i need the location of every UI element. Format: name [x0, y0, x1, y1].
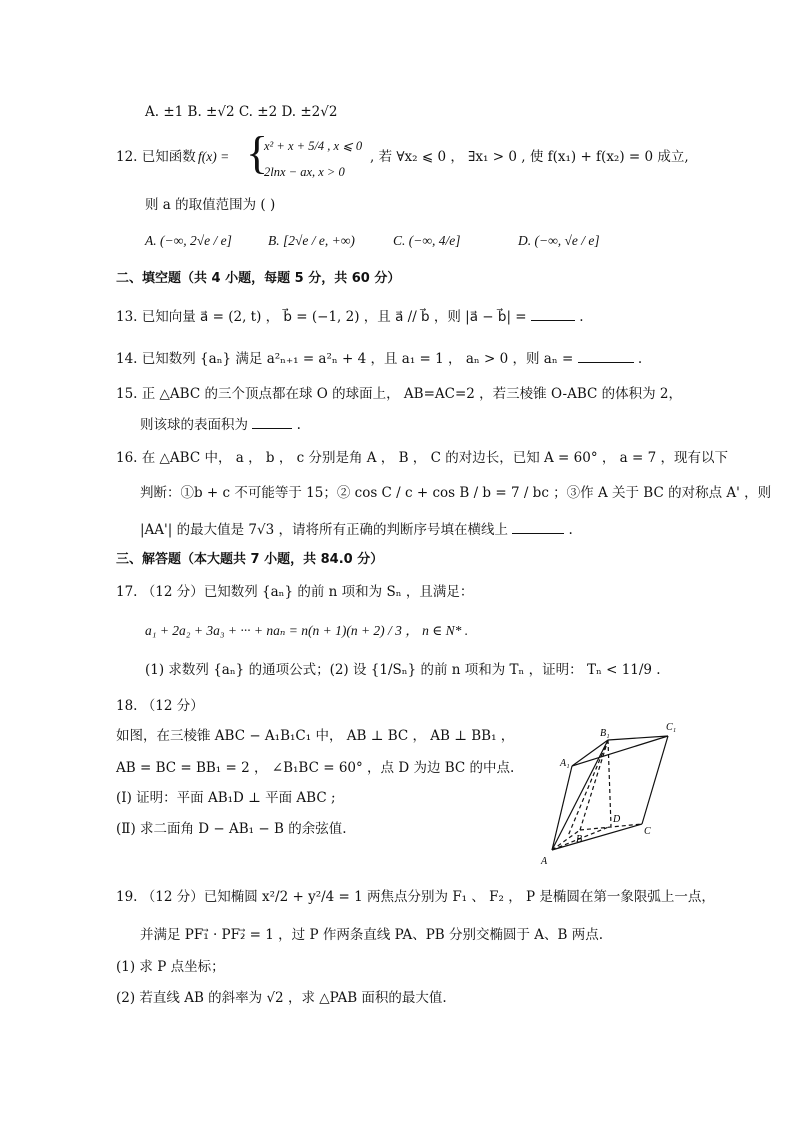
q12-option-c: C. (−∞, 4/e]: [393, 233, 461, 248]
label-c: C: [644, 826, 651, 837]
edge-a1-c1: [572, 736, 668, 766]
label-d: D: [613, 814, 621, 825]
q12-lead: 12. 已知函数: [116, 149, 196, 165]
q16-line3-text: |AA'| 的最大值是 7√3 ，请将所有正确的判断序号填在横线上: [140, 522, 508, 538]
q17-formula: a₁ + 2a₂ + 3a₃ + ··· + naₙ = n(n + 1)(n + 2) / 3 ， n ∈ N* .: [145, 623, 469, 638]
label-b: B: [576, 834, 583, 845]
q12-ask: 则 a 的取值范围为 ( ): [145, 197, 276, 213]
q12-case2: 2lnx − ax, x > 0: [264, 165, 345, 179]
q19-line1: 19. （12 分）已知椭圆 x²/2 + y²/4 = 1 两焦点分别为 F₁ 、 F₂ ， P 是椭圆在第一象限弧上一点，: [116, 889, 715, 905]
q16-answer-blank[interactable]: [512, 519, 564, 534]
edge-c-c1: [642, 736, 668, 824]
q14-text: 14. 已知数列 {aₙ} 满足 a²ₙ₊₁ = a²ₙ + 4 ，且 a₁ = 1 ， aₙ > 0 ，则 aₙ =: [116, 351, 574, 367]
q16-line1: 16. 在 △ABC 中， a ， b ， c 分别是角 A ， B ， C 的对边长，已知 A = 60° ， a = 7 ，现有以下: [116, 450, 728, 466]
q18-heading: 18. （12 分）: [116, 698, 204, 714]
q19-part1: (1) 求 P 点坐标；: [116, 959, 225, 975]
q12-condition: , 若 ∀x₂ ⩽ 0 ， ∃x₁ > 0 , 使 f(x₁) + f(x₂) = 0 成立,: [370, 149, 689, 165]
question-14: 14. 已知数列 {aₙ} 满足 a²ₙ₊₁ = a²ₙ + 4 ，且 a₁ = 1 ， aₙ > 0 ，则 aₙ = .: [116, 348, 642, 368]
section-3-heading: 三、解答题（本大题共 7 小题，共 84.0 分）: [116, 552, 384, 567]
q17-line1: 17. （12 分）已知数列 {aₙ} 的前 n 项和为 Sₙ ，且满足：: [116, 584, 474, 600]
q13-answer-blank[interactable]: [531, 306, 575, 321]
q17-parts: (1) 求数列 {aₙ} 的通项公式；(2) 设 {1/Sₙ} 的前 n 项和为 Tₙ ，证明： Tₙ < 11/9 .: [145, 662, 661, 678]
q15-line1: 15. 正 △ABC 的三个顶点都在球 O 的球面上， AB=AC=2 ，若三棱锥 O-ABC 的体积为 2，: [116, 386, 683, 402]
label-b1: B₁: [600, 728, 610, 739]
q18-part1: (Ⅰ) 证明：平面 AB₁D ⊥ 平面 ABC ;: [116, 790, 336, 806]
q13-text: 13. 已知向量 a⃗ = (2, t) ， b⃗ = (−1, 2) ，且 a⃗ // b⃗ ，则 |a⃗ − b⃗| =: [116, 309, 527, 325]
q12-option-a: A. (−∞, 2√e / e]: [145, 233, 232, 248]
q16-line2: 判断：①b + c 不可能等于 15；② cos C / c + cos B / b = 7 / bc ；③作 A 关于 BC 的对称点 A' ，则: [140, 485, 772, 501]
q12-brace: {: [246, 127, 269, 178]
label-c1: C₁: [666, 722, 677, 733]
q12-case1: x² + x + 5/4 , x ⩽ 0: [264, 139, 363, 153]
question-13: 13. 已知向量 a⃗ = (2, t) ， b⃗ = (−1, 2) ，且 a⃗ // b⃗ ，则 |a⃗ − b⃗| = .: [116, 306, 584, 326]
q18-line2: AB = BC = BB₁ = 2 ， ∠B₁BC = 60° ，点 D 为边 BC 的中点.: [116, 760, 515, 776]
label-a1: A₁: [560, 758, 570, 769]
q19-line2: 并满足 PF₁⃗ · PF₂⃗ = 1 ，过 P 作两条直线 PA、PB 分别交椭圆于 A、B 两点.: [140, 927, 604, 943]
q19-part2: (2) 若直线 AB 的斜率为 √2 ，求 △PAB 面积的最大值.: [116, 990, 447, 1006]
question-15-line2: 则该球的表面积为 .: [140, 414, 301, 434]
q18-line1: 如图，在三棱锥 ABC − A₁B₁C₁ 中， AB ⊥ BC ， AB ⊥ BB₁ ，: [116, 728, 515, 744]
q18-part2: (Ⅱ) 求二面角 D − AB₁ − B 的余弦值.: [116, 821, 347, 837]
segment-b1-d: [608, 740, 611, 826]
q14-answer-blank[interactable]: [578, 348, 634, 363]
prism-figure: [538, 718, 688, 866]
q11-options: A. ±1 B. ±√2 C. ±2 D. ±2√2: [145, 104, 338, 120]
q12-option-b: B. [2√e / e, +∞): [268, 233, 355, 248]
label-a: A: [541, 856, 548, 866]
section-2-heading: 二、填空题（共 4 小题，每题 5 分，共 60 分）: [116, 271, 401, 286]
q12-option-d: D. (−∞, √e / e]: [518, 233, 600, 248]
edge-b-b1: [580, 740, 608, 830]
question-16-line3: |AA'| 的最大值是 7√3 ，请将所有正确的判断序号填在横线上 .: [140, 519, 573, 539]
q15-answer-blank[interactable]: [252, 414, 292, 429]
q15-line2-text: 则该球的表面积为: [140, 417, 248, 433]
q12-fx: f(x) =: [198, 149, 230, 164]
